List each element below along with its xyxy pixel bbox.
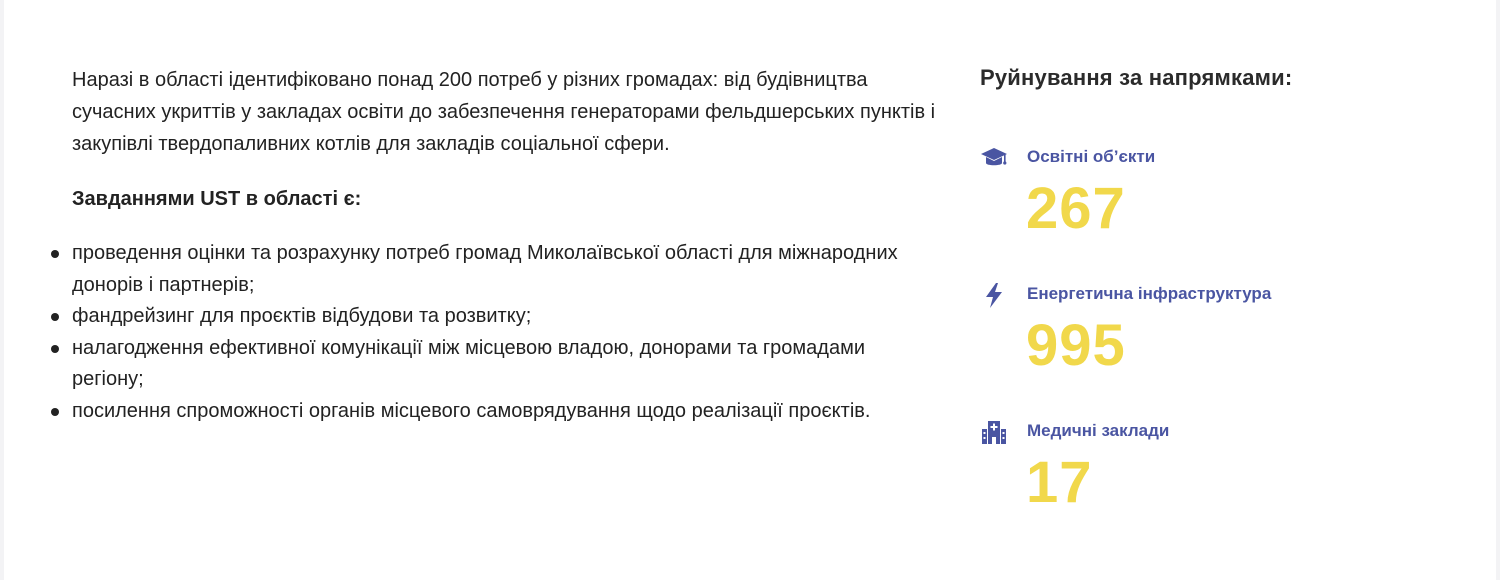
lightning-bolt-icon [980,281,1008,309]
bullet-icon [51,250,59,258]
stat-value: 267 [1026,176,1126,241]
list-item-text: проведення оцінки та розрахунку потреб громад Миколаївської області для міжнародних донорів і партнерів; [72,242,898,296]
hospital-icon [980,418,1008,446]
tasks-list [72,238,942,427]
list-item [72,301,942,333]
list-item [72,333,942,396]
tasks-heading: Завданнями UST в області є: [72,188,362,210]
destruction-stats-panel [980,62,1460,515]
graduation-cap-icon [980,144,1008,172]
stats-title: Руйнування за напрямками: [980,65,1293,90]
bullet-icon [51,313,59,321]
page [4,0,1496,580]
list-item-text: налагодження ефективної комунікації між місцевою владою, донорами та громадами регіону; [72,336,865,390]
stat-label: Освітні об’єкти [1027,147,1156,166]
list-item-text: посилення спроможності органів місцевого самоврядування щодо реалізації проєктів. [72,399,871,422]
stat-label: Енергетична інфраструктура [1027,284,1272,303]
main-content [72,64,942,427]
intro-paragraph: Наразі в області ідентифіковано понад 200 потреб у різних громадах: від будівництва сучасних укриттів у закладах освіти до забезпечення генераторами фельдшерських пунктів і закупівлі твердопаливних котлів для закладів соціальної сфери. [72,69,936,155]
list-item-text: фандрейзинг для проєктів відбудови та розвитку; [72,305,532,327]
bullet-icon [51,408,59,416]
stat-label: Медичні заклади [1027,421,1170,440]
stat-value: 17 [1026,450,1093,515]
bullet-icon [51,345,59,353]
list-item [72,396,942,428]
stat-value: 995 [1026,313,1126,378]
list-item [72,238,942,301]
